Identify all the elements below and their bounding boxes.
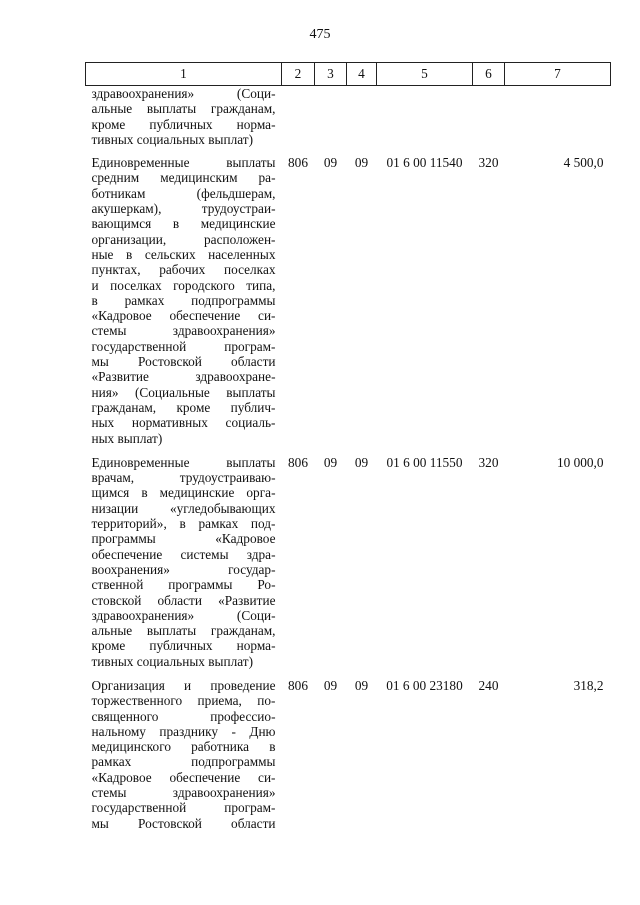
description-line: гражданам, кроме публич-	[91, 399, 276, 415]
ministry-code: 806	[288, 155, 308, 171]
description-line: священного професcио-	[91, 708, 276, 724]
ministry-code: 806	[288, 454, 308, 470]
description-line: альные выплаты гражданам,	[91, 623, 276, 639]
target-article-code: 01 6 00 23180	[386, 677, 463, 693]
section-code: 09	[323, 677, 338, 693]
table-row-continuation	[86, 86, 611, 153]
description-line: кроме публичных норма-	[91, 638, 276, 654]
description-line: стемы здравоохранения»	[91, 323, 276, 339]
description-line: торжественного приема, по-	[91, 693, 276, 709]
description-line: и поселках городского типа,	[91, 277, 276, 293]
continuation-description	[86, 86, 282, 153]
budget-table	[85, 62, 611, 837]
description-line: щимся в медицинские орга-	[91, 485, 276, 501]
description-line: программы «Кадровое	[91, 531, 276, 547]
ministry-code: 806	[288, 677, 308, 693]
target-article-code: 01 6 00 11540	[386, 155, 463, 171]
target-article-code: 01 6 00 11550	[386, 454, 463, 470]
table-row	[86, 452, 611, 675]
table-row	[86, 152, 611, 452]
table-row	[86, 675, 611, 837]
description-line: стемы здравоохранения»	[91, 785, 276, 801]
subsection-code: 09	[354, 677, 369, 693]
description-line: нальному празднику - Дню	[91, 723, 276, 739]
description-line: тивных социальных выплат)	[91, 653, 254, 669]
description-line: тивных социальных выплат)	[91, 131, 254, 147]
description-line: ботникам (фельдшерам,	[91, 185, 276, 201]
column-header-6: 6	[473, 63, 505, 86]
subsection-code: 09	[354, 454, 369, 470]
subsection-code: 09	[354, 155, 369, 171]
section-code: 09	[323, 155, 338, 171]
page-number: 475	[309, 27, 331, 42]
description-line: «Кадровое обеспечение си-	[91, 769, 276, 785]
description-line: в рамках подпрограммы	[91, 292, 276, 308]
description-line: кроме публичных норма-	[91, 116, 276, 132]
row-description	[86, 152, 282, 452]
row-description	[86, 675, 282, 837]
description-line: медицинского работника в	[91, 739, 276, 755]
description-line: ных нормативных социаль-	[91, 415, 276, 431]
description-line: ные в сельских населенных	[91, 246, 276, 262]
expense-type-code: 320	[478, 155, 499, 171]
description-line: рамках подпрограммы	[91, 754, 276, 770]
description-line: мы Ростовской области	[91, 815, 276, 831]
amount: 4 500,0	[563, 155, 604, 171]
description-line: территорий», в рамках под-	[91, 516, 276, 532]
description-line: альные выплаты гражданам,	[91, 101, 276, 117]
description-line: Единовременные выплаты	[91, 454, 276, 470]
description-line: акушеркам), трудоустраи-	[91, 201, 276, 217]
description-line: «Развитие здравоохране-	[91, 369, 276, 385]
expense-type-code: 240	[478, 677, 499, 693]
expense-type-code: 320	[478, 454, 499, 470]
description-line: мы Ростовской области	[91, 354, 276, 370]
description-line: государственной програм-	[91, 338, 276, 354]
description-line: средним медицинским ра-	[91, 170, 276, 186]
description-line: государственной програм-	[91, 800, 276, 816]
column-header-1: 1	[86, 63, 282, 86]
description-line: воохранения» государ-	[91, 561, 276, 577]
amount: 318,2	[573, 677, 604, 693]
description-line: Организация и проведение	[91, 677, 276, 693]
description-line: ния» (Социальные выплаты	[91, 384, 276, 400]
description-line: Единовременные выплаты	[91, 155, 276, 171]
table-header-row	[86, 63, 611, 86]
column-header-4: 4	[347, 63, 377, 86]
row-description	[86, 452, 282, 675]
column-header-3: 3	[315, 63, 347, 86]
column-header-5: 5	[377, 63, 473, 86]
section-code: 09	[323, 454, 338, 470]
description-line: «Кадровое обеспечение си-	[91, 308, 276, 324]
description-line: здравоохранения» (Соци-	[91, 607, 276, 623]
column-header-7: 7	[505, 63, 611, 86]
description-line: вающимся в медицинские	[91, 216, 276, 232]
description-line: ственной программы Ро-	[91, 577, 276, 593]
description-line: организации, расположен-	[91, 231, 276, 247]
description-line: низации «угледобывающих	[91, 500, 276, 516]
column-header-2: 2	[282, 63, 315, 86]
description-line: обеспечение системы здра-	[91, 546, 276, 562]
description-line: ных выплат)	[91, 430, 163, 446]
amount: 10 000,0	[556, 454, 604, 470]
description-line: здравоохранения» (Соци-	[91, 86, 276, 101]
description-line: врачам, трудоустраиваю-	[91, 470, 276, 486]
description-line: пунктах, рабочих поселках	[91, 262, 276, 278]
description-line: стовской области «Развитие	[91, 592, 276, 608]
